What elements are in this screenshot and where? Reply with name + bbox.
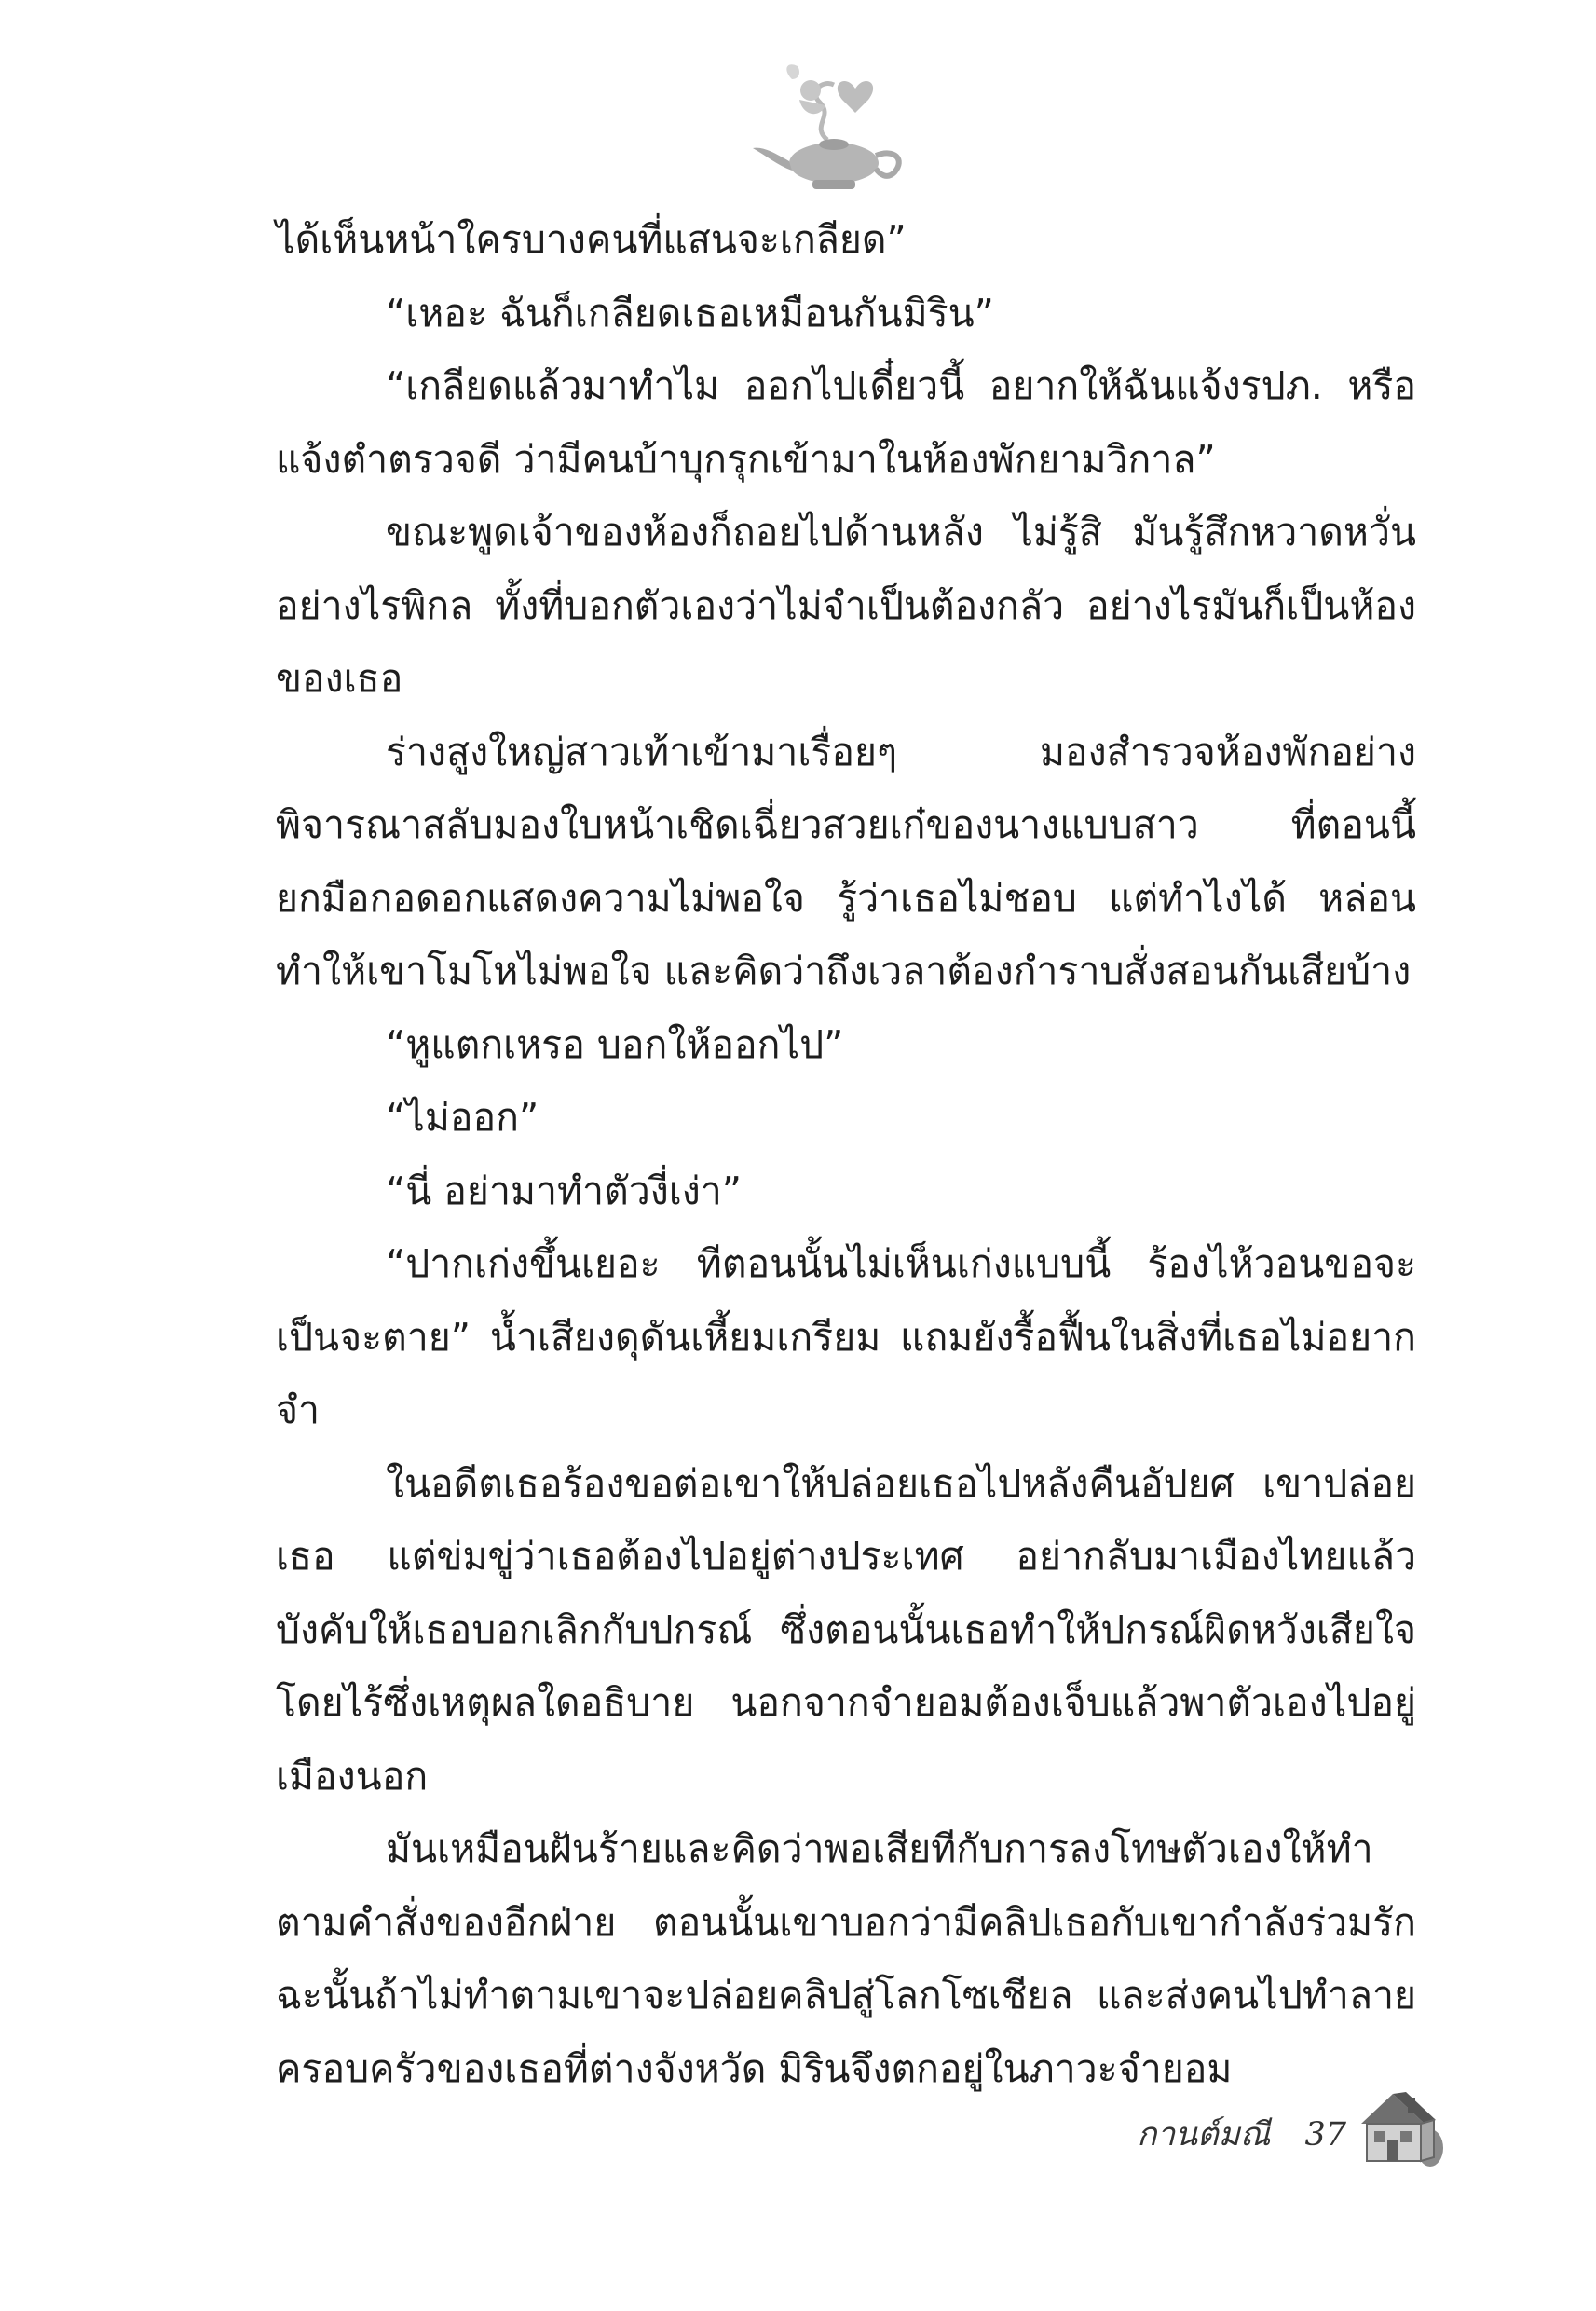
paragraph: “หูแตกเหรอ บอกให้ออกไป”: [386, 1021, 844, 1067]
paragraph: “ไม่ออก”: [386, 1095, 539, 1140]
house-icon: [1356, 2083, 1444, 2171]
paragraph: ร่างสูงใหญ่สาวเท้าเข้ามาเรื่อยๆ มองสำรวจห้องพักอย่างพิจารณาสลับมองใบหน้าเชิดเฉี่ยวสวยเก๋ของนางแบบสาว ที่ตอนนี้ยกมือกอดอกแสดงความไม่พอใจ รู้ว่าเธอไม่ชอบ แต่ทำไงได้ หล่อนทำให้เขาโมโหไม่พอใจ และคิดว่าถึงเวลาต้องกำราบสั่งสอนกันเสียบ้าง: [276, 729, 1416, 993]
paragraph: “เหอะ ฉันก็เกลียดเธอเหมือนกันมิริน”: [386, 290, 994, 335]
paragraph: ได้เห็นหน้าใครบางคนที่แสนจะเกลียด”: [276, 217, 907, 262]
page-footer: [1118, 2083, 1435, 2185]
teapot-cupid-ornament-icon: [745, 51, 913, 200]
body-text: [276, 203, 1416, 2105]
paragraph: ในอดีตเธอร้องขอต่อเขาให้ปล่อยเธอไปหลังคืนอัปยศ เขาปล่อยเธอ แต่ข่มขู่ว่าเธอต้องไปอยู่ต่างประเทศ อย่ากลับมาเมืองไทยแล้วบังคับให้เธอบอกเลิกกับปกรณ์ ซึ่งตอนนั้นเธอทำให้ปกรณ์ผิดหวังเสียใจ โดยไร้ซึ่งเหตุผลใดอธิบาย นอกจากจำยอมต้องเจ็บแล้วพาตัวเองไปอยู่เมืองนอก: [276, 1460, 1416, 1798]
paragraph: “ปากเก่งขึ้นเยอะ ทีตอนนั้นไม่เห็นเก่งแบบนี้ ร้องไห้วอนขอจะเป็นจะตาย” น้ำเสียงดุดันเหี้ยมเกรียม แถมยังรื้อฟื้นในสิ่งที่เธอไม่อยากจำ: [276, 1241, 1416, 1432]
footer-text: [1118, 2109, 1346, 2160]
book-title: กานต์มณี: [1137, 2116, 1271, 2154]
paragraph: “นี่ อย่ามาทำตัวงี่เง่า”: [386, 1168, 743, 1213]
paragraph: “เกลียดแล้วมาทำไม ออกไปเดี๋ยวนี้ อยากให้ฉันแจ้งรปภ. หรือแจ้งตำตรวจดี ว่ามีคนบ้าบุกรุกเข้ามาในห้องพักยามวิกาล”: [276, 363, 1416, 482]
page-number: 37: [1304, 2116, 1346, 2154]
paragraph: มันเหมือนฝันร้ายและคิดว่าพอเสียทีกับการลงโทษตัวเองให้ทำตามคำสั่งของอีกฝ่าย ตอนนั้นเขาบอกว่ามีคลิปเธอกับเขากำลังร่วมรัก ฉะนั้นถ้าไม่ทำตามเขาจะปล่อยคลิปสู่โลกโซเชียล และส่งคนไปทำลายครอบครัวของเธอที่ต่างจังหวัด มิรินจึงตกอยู่ในภาวะจำยอม: [276, 1826, 1416, 2091]
paragraph: ขณะพูดเจ้าของห้องก็ถอยไปด้านหลัง ไม่รู้สิ มันรู้สึกหวาดหวั่นอย่างไรพิกล ทั้งที่บอกตัวเองว่าไม่จำเป็นต้องกลัว อย่างไรมันก็เป็นห้องของเธอ: [276, 510, 1416, 701]
